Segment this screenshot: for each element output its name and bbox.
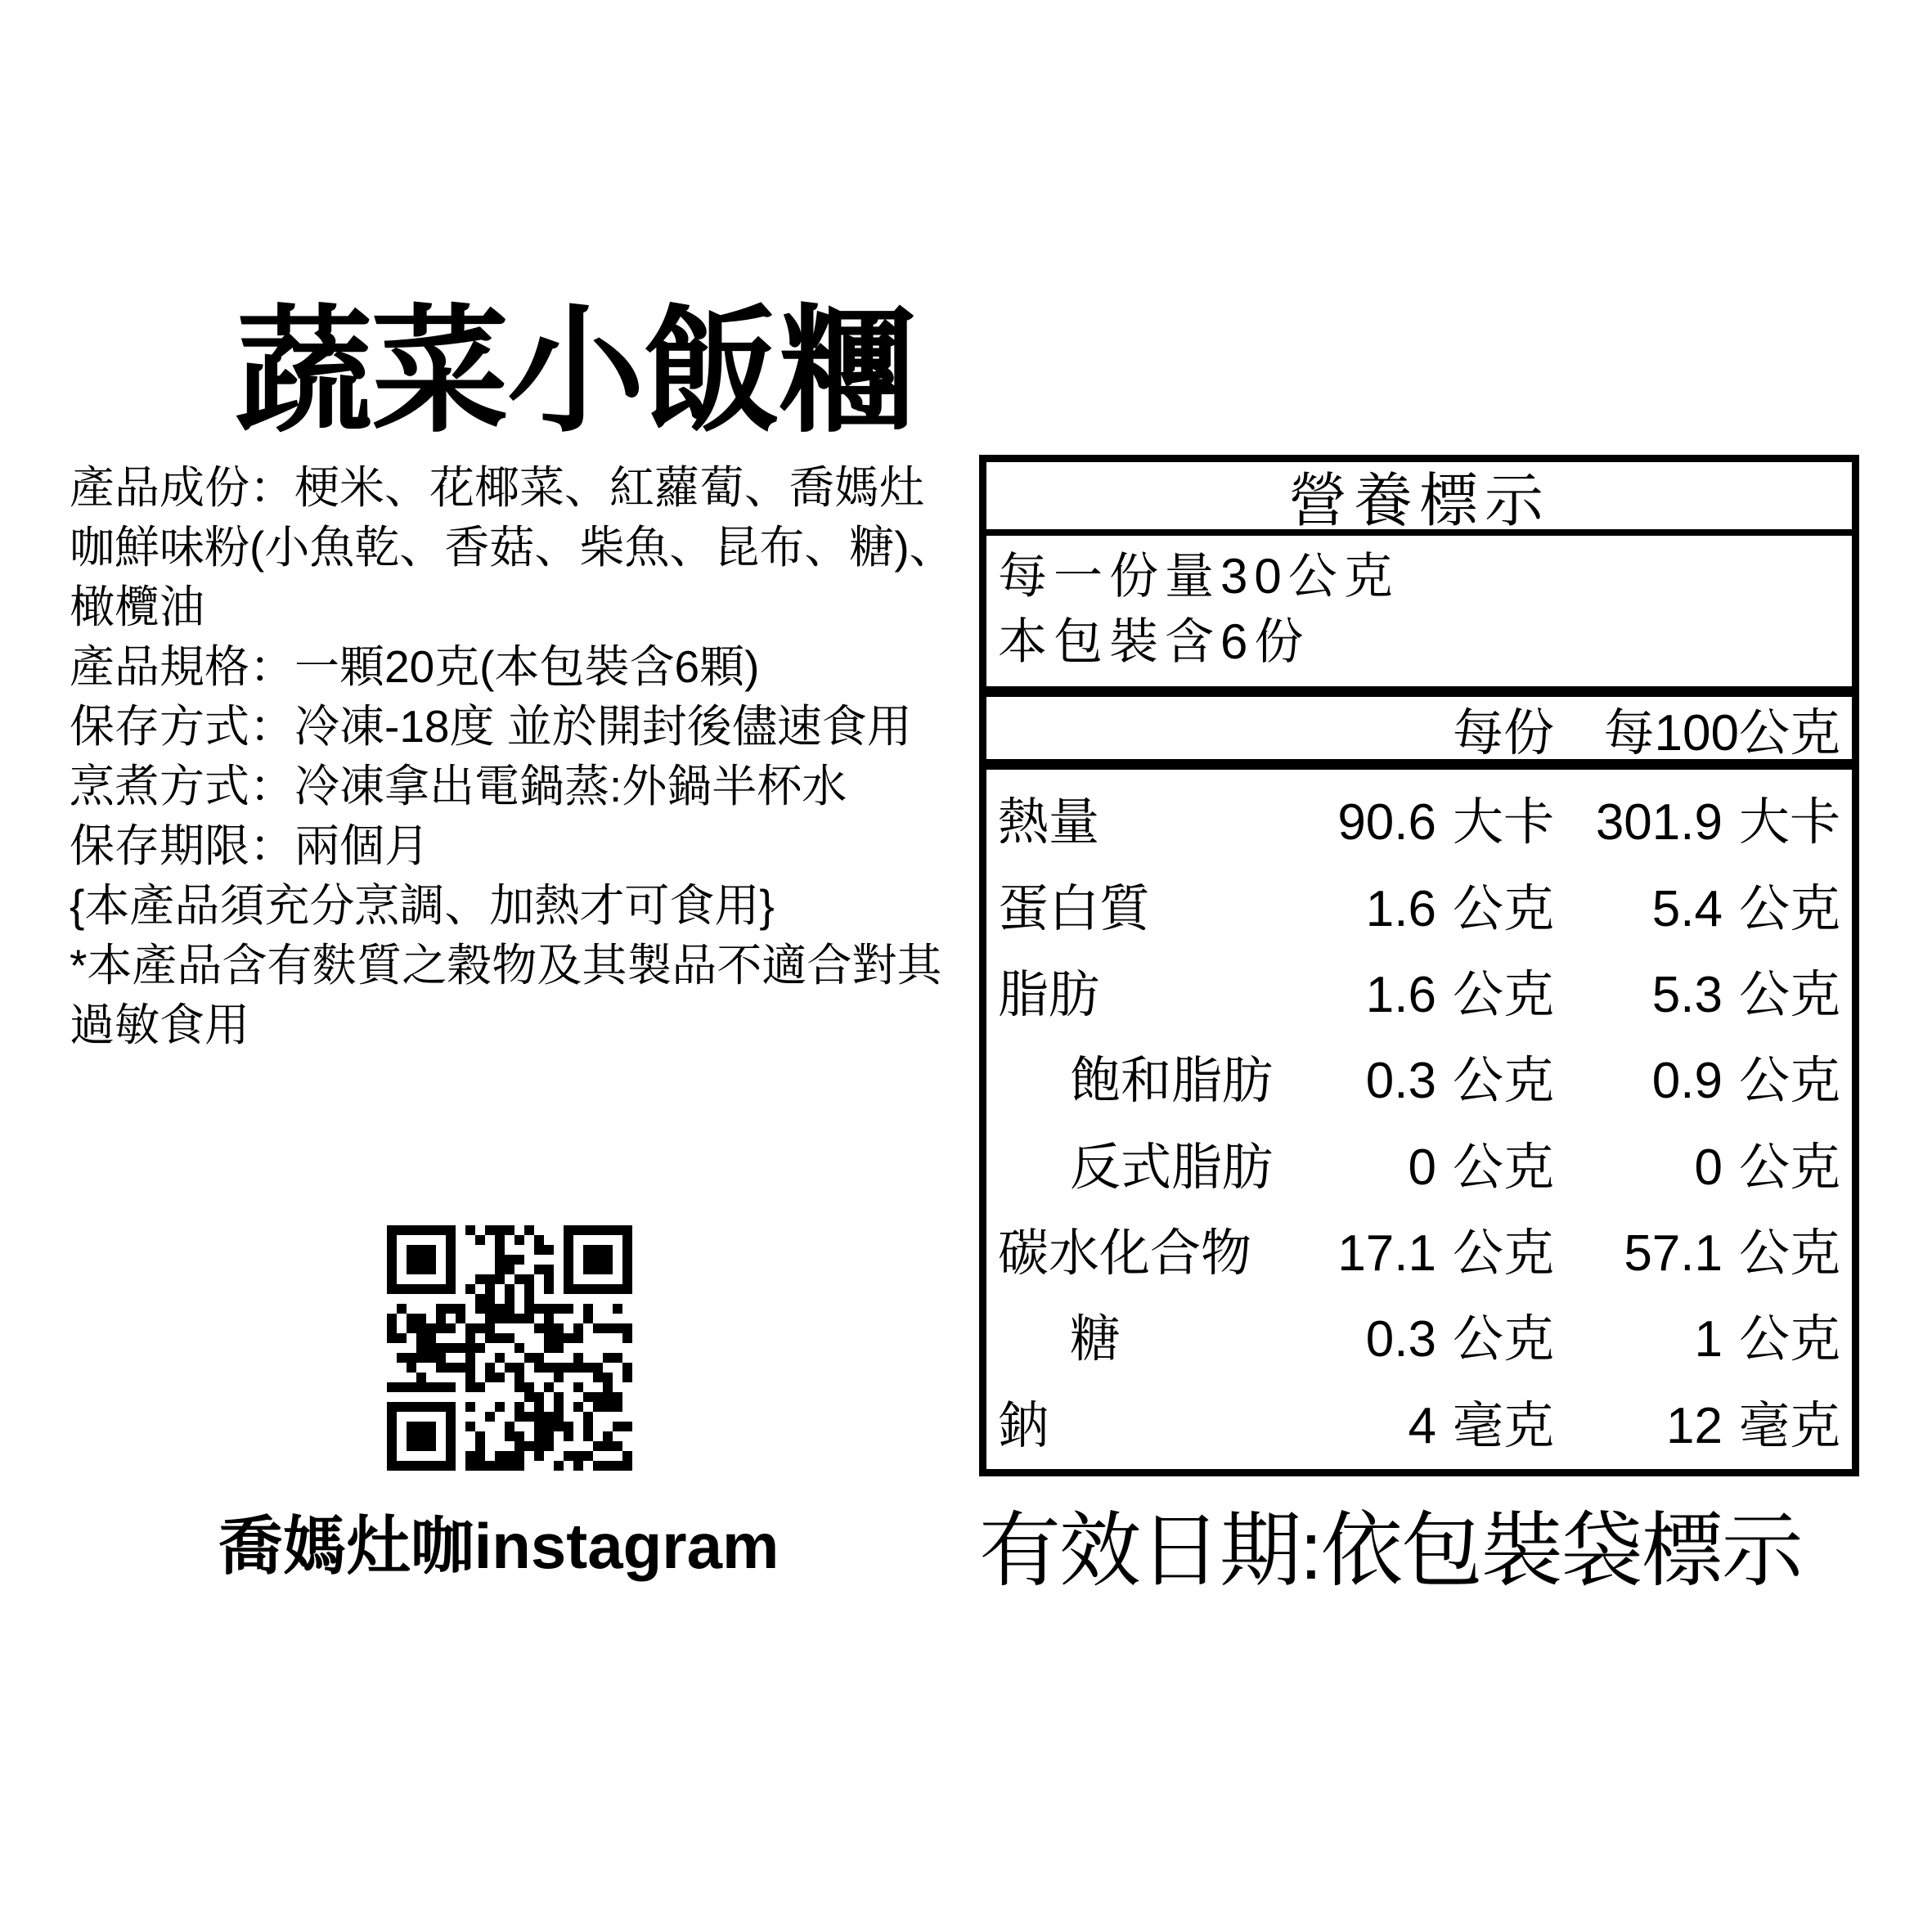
unit-per-serving: 公克 [1452,880,1554,937]
value-per-100g: 0 公克 [1694,1139,1840,1196]
nutrition-rows [986,770,1852,1469]
product-info-line: 咖鮮味粉(小魚乾、香菇、柴魚、昆布、糖)、 [70,522,955,573]
unit-per-100g: 公克 [1738,1139,1840,1196]
row-label: 反式脂肪 [1070,1139,1274,1196]
serving-info [986,536,1852,697]
unit-per-serving: 公克 [1452,1311,1554,1368]
unit-per-100g: 公克 [1738,880,1840,937]
nutrition-row-trans-fat [986,1126,1852,1199]
unit-per-100g: 大卡 [1738,794,1840,851]
value-per-100g: 5.4 公克 [1651,880,1840,937]
value-per-serving: 0 公克 [1408,1139,1554,1196]
nutrition-row-calories [986,781,1852,854]
row-label: 糖 [1070,1311,1121,1368]
row-label: 鈉 [998,1397,1049,1454]
qr-code [387,1225,632,1471]
column-header-per-100g: 每100公克 [1603,704,1840,762]
value-per-serving: 0.3 公克 [1365,1311,1554,1368]
unit-per-serving: 公克 [1452,1053,1554,1110]
page-title: 蔬菜小飯糰 [236,294,914,448]
unit-per-serving: 大卡 [1452,794,1554,851]
nutrition-row-carbohydrate [986,1212,1852,1285]
row-label: 蛋白質 [998,880,1151,937]
value-per-100g: 0.9 公克 [1651,1053,1840,1110]
value-per-serving: 0.3 公克 [1365,1053,1554,1110]
nutrition-row-saturated-fat [986,1040,1852,1112]
row-label: 熱量 [998,794,1100,851]
expiry-note: 有效日期:依包裝袋標示 [979,1505,1802,1597]
unit-per-100g: 公克 [1738,966,1840,1023]
unit-per-100g: 公克 [1738,1053,1840,1110]
value-per-serving: 17.1 公克 [1337,1225,1554,1283]
unit-per-serving: 公克 [1452,1139,1554,1196]
unit-per-100g: 毫克 [1738,1397,1840,1454]
value-per-serving: 1.6 公克 [1365,966,1554,1023]
value-per-100g: 5.3 公克 [1651,966,1840,1023]
servings-per-pack-line: 本包裝含6份 [998,614,1310,669]
nutrition-row-protein [986,868,1852,941]
nutrition-table [979,455,1859,1476]
product-info-line: 產品規格：一顆20克(本包裝含6顆) [70,641,760,692]
column-header-per-serving: 每份 [1452,704,1554,762]
value-per-serving: 90.6 大卡 [1337,794,1554,851]
product-info-line: {本產品須充分烹調、加熱才可食用} [70,880,775,931]
qr-caption: 喬媽灶咖instagram [218,1510,780,1582]
column-header-row [986,697,1852,770]
unit-per-serving: 毫克 [1452,1397,1554,1454]
unit-per-serving: 公克 [1452,1225,1554,1283]
value-per-100g: 1 公克 [1694,1311,1840,1368]
nutrition-row-sugar [986,1298,1852,1371]
value-per-serving: 4 毫克 [1408,1397,1554,1454]
product-info-line: 烹煮方式：冷凍拿出電鍋蒸:外鍋半杯水 [70,761,847,811]
unit-per-serving: 公克 [1452,966,1554,1023]
value-per-serving: 1.6 公克 [1365,880,1554,937]
value-per-100g: 301.9 大卡 [1595,794,1840,851]
product-info-line: 保存方式：冷凍-18度 並於開封後儘速食用 [70,701,912,752]
product-info-line: 過敏食用 [70,1000,250,1050]
row-label: 脂肪 [998,966,1100,1023]
product-info-line: *本產品含有麩質之穀物及其製品不適合對其 [70,940,942,991]
serving-size-line: 每一份量30公克 [998,549,1400,604]
row-label: 碳水化合物 [998,1225,1252,1283]
nutrition-row-sodium [986,1385,1852,1458]
product-info-line: 保存期限：兩個月 [70,820,430,871]
unit-per-100g: 公克 [1738,1225,1840,1283]
nutrition-row-fat [986,954,1852,1027]
value-per-100g: 12 毫克 [1666,1397,1840,1454]
row-label: 飽和脂肪 [1070,1053,1274,1110]
nutrition-table-title: 營養標示 [986,462,1852,536]
product-info-line: 橄欖油 [70,582,205,632]
product-info-line: 產品成份：梗米、花椰菜、紅蘿蔔、喬媽灶 [70,462,925,513]
unit-per-100g: 公克 [1738,1311,1840,1368]
value-per-100g: 57.1 公克 [1624,1225,1840,1283]
product-info [70,458,994,1055]
